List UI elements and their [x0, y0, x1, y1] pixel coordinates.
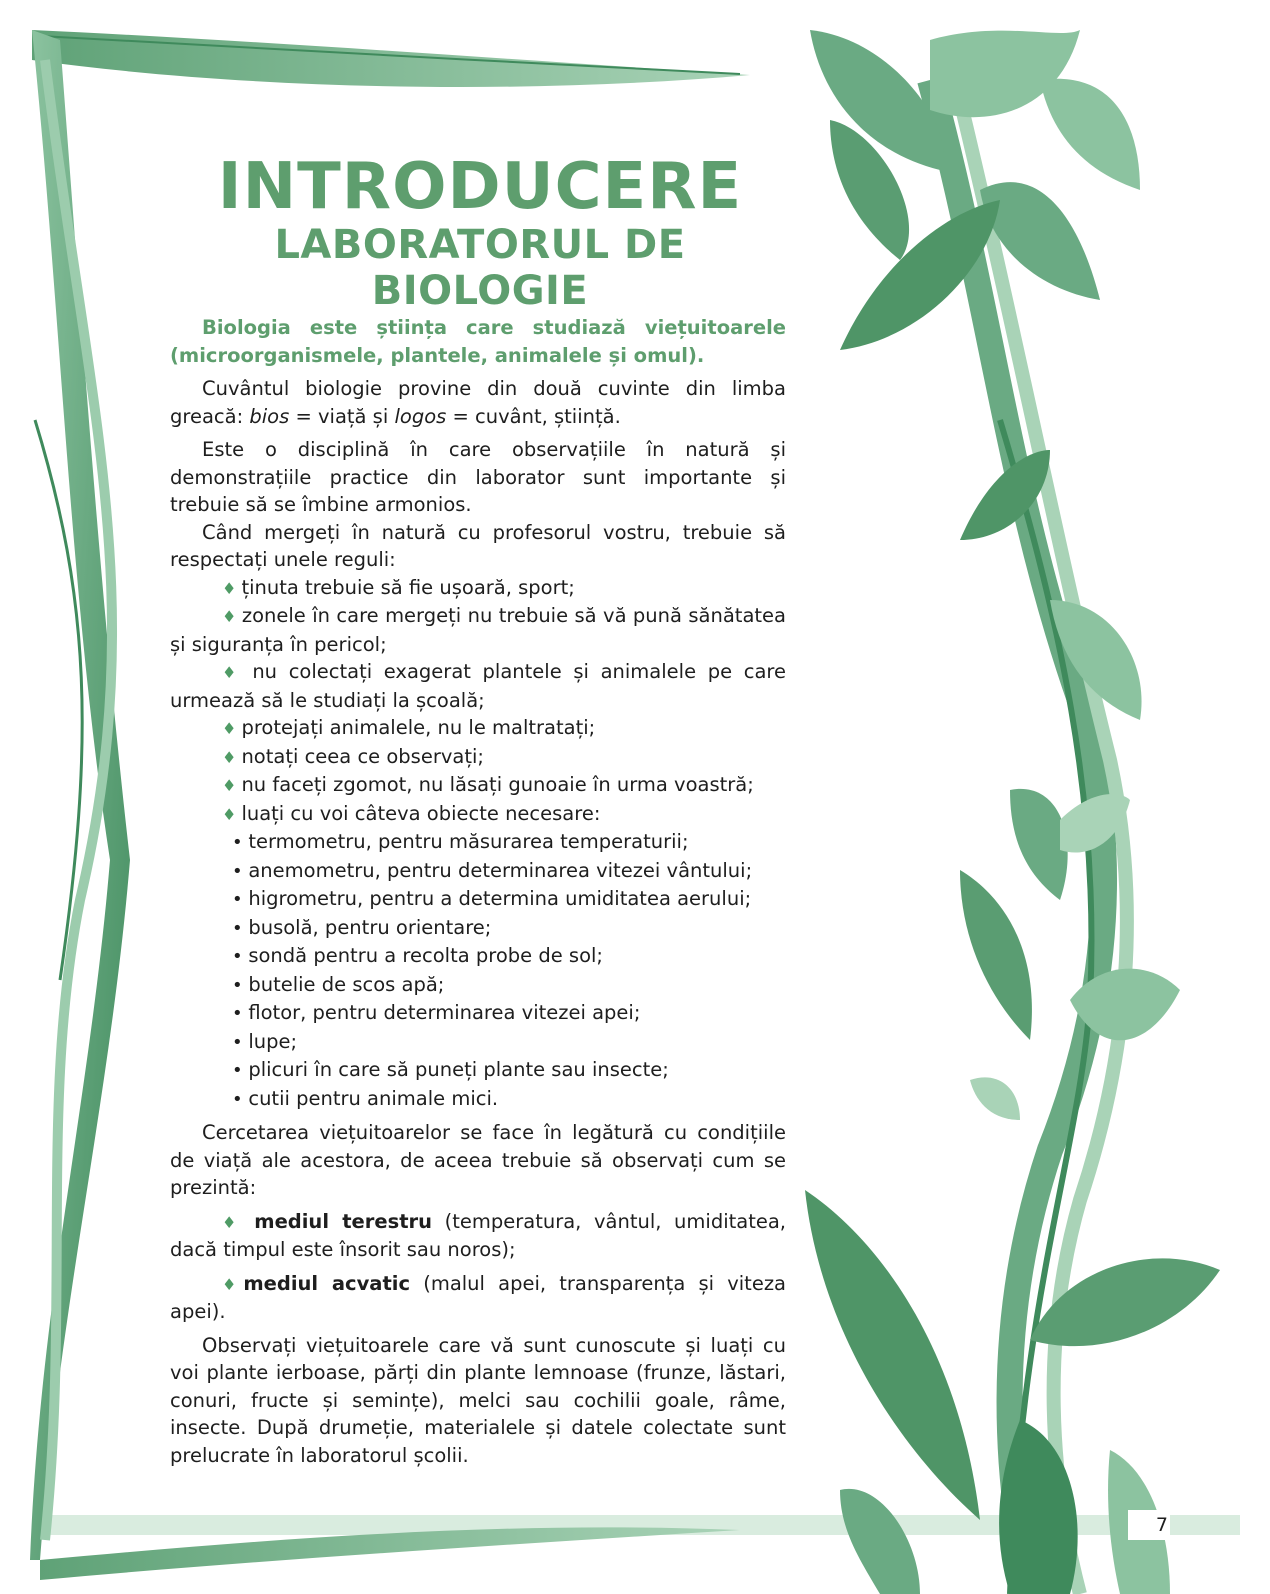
object-text: lupe;: [248, 1029, 298, 1053]
rule-text: nu faceți zgomot, nu lăsați gunoaie în urma voastră;: [241, 773, 754, 796]
environment-text: (malul apei, transparența și viteza apei).: [170, 1271, 787, 1323]
page-number-text: 7: [1155, 1514, 1168, 1536]
environment-terrestrial: [170, 1208, 786, 1264]
environment-term: mediul terestru: [254, 1209, 433, 1233]
dot-bullet-icon: •: [232, 1003, 249, 1024]
object-text: termometru, pentru măsurarea temperaturii;: [248, 830, 689, 853]
rule-item: [170, 743, 786, 772]
diamond-bullet-icon: ♦: [222, 747, 242, 767]
rule-item: [170, 602, 786, 658]
object-item: [170, 1056, 786, 1085]
dot-bullet-icon: •: [232, 832, 249, 853]
diamond-bullet-icon: ♦: [222, 719, 242, 738]
diamond-bullet-icon: ♦: [222, 1212, 255, 1232]
term-logos: logos: [394, 404, 447, 428]
page-subtitle: LABORATORUL DE BIOLOGIE: [274, 222, 686, 314]
object-text: butelie de scos apă;: [248, 972, 445, 996]
object-item: [170, 885, 786, 914]
object-item: [170, 971, 786, 1000]
rule-text: ținuta trebuie să fie ușoară, sport;: [241, 575, 575, 599]
rule-item: [170, 771, 786, 800]
object-item: [170, 1085, 786, 1114]
diamond-bullet-icon: ♦: [222, 804, 242, 824]
dot-bullet-icon: •: [232, 860, 249, 882]
rule-text: protejați animalele, nu le maltratați;: [241, 716, 596, 739]
text-span: = viață și: [289, 404, 395, 428]
paragraph-etymology: [170, 375, 786, 430]
dot-bullet-icon: •: [232, 974, 249, 996]
object-item: [170, 942, 786, 971]
object-item: [170, 828, 786, 857]
rule-item: [170, 714, 786, 743]
dot-bullet-icon: •: [232, 946, 249, 967]
object-text: higrometru, pentru a determina umiditatea aerului;: [248, 887, 752, 910]
dot-bullet-icon: •: [232, 1088, 249, 1110]
object-text: sondă pentru a recolta probe de sol;: [248, 944, 603, 967]
object-item: [170, 857, 786, 886]
rule-item: [170, 574, 786, 603]
dot-bullet-icon: •: [232, 1060, 249, 1081]
diamond-bullet-icon: ♦: [222, 1274, 244, 1294]
rule-item: [170, 658, 786, 714]
lead-paragraph: Biologia este știința care studiază viețuitoarele (microorganismele, plantele, animalele și omul).: [170, 316, 786, 367]
rule-item: [170, 800, 786, 829]
rule-text: zonele în care mergeți nu trebuie să vă pună sănătatea și siguranța în pericol;: [170, 604, 786, 656]
paragraph-research: Cercetarea viețuitoarelor se face în legătură cu condițiile de viață ale acestora, de aceea trebuie să observați cum se prezintă:: [170, 1121, 786, 1199]
paragraph-discipline: Este o disciplină în care observațiile în natură și demonstrațiile practice din laborator sunt importante și trebuie să se îmbine armonios.: [170, 438, 786, 516]
object-text: plicuri în care să puneți plante sau insecte;: [248, 1058, 669, 1081]
dot-bullet-icon: •: [232, 889, 249, 910]
dot-bullet-icon: •: [232, 1031, 249, 1053]
diamond-bullet-icon: ♦: [222, 578, 242, 598]
object-text: anemometru, pentru determinarea vitezei vântului;: [248, 858, 753, 882]
object-item: [170, 914, 786, 943]
rule-text: nu colectați exagerat plantele și animalele pe care urmează să le studiați la școală;: [170, 660, 786, 712]
diamond-bullet-icon: ♦: [222, 776, 242, 795]
text-span: = cuvânt, știință.: [446, 404, 621, 428]
environment-text: (temperatura, vântul, umiditatea, dacă timpul este însorit sau noros);: [170, 1209, 787, 1261]
object-text: busolă, pentru orientare;: [248, 915, 492, 939]
environment-aquatic: [170, 1270, 786, 1326]
diamond-bullet-icon: ♦: [222, 663, 253, 682]
dot-bullet-icon: •: [232, 917, 249, 939]
rule-text: luați cu voi câteva obiecte necesare:: [241, 801, 601, 825]
object-item: [170, 999, 786, 1028]
text-span: Cuvântul biologie provine din două cuvinte din limba greacă:: [170, 377, 786, 428]
paragraph-rules-intro: Când mergeți în natură cu profesorul vostru, trebuie să respectați unele reguli:: [170, 520, 786, 571]
object-item: [170, 1028, 786, 1057]
diamond-bullet-icon: ♦: [222, 607, 242, 626]
page-number: [1128, 1510, 1170, 1540]
object-text: flotor, pentru determinarea vitezei apei;: [248, 1001, 641, 1024]
rule-text: notați ceea ce observați;: [241, 744, 484, 768]
paragraph-observation: Observați viețuitoarele care vă sunt cunoscute și luați cu voi plante ierboase, părți din plante lemnoase (frunze, lăstari, conuri, fructe și semințe), melci sau cochilii goale, râme, insecte. După drumeție, materialele și datele colectate sunt prelucrate în laboratorul școlii.: [170, 1333, 786, 1467]
page-title: INTRODUCERE: [217, 150, 743, 224]
term-bios: bios: [249, 404, 290, 428]
environment-term: mediul acvatic: [243, 1271, 411, 1295]
main-text: [170, 314, 786, 1469]
object-text: cutii pentru animale mici.: [248, 1086, 499, 1110]
